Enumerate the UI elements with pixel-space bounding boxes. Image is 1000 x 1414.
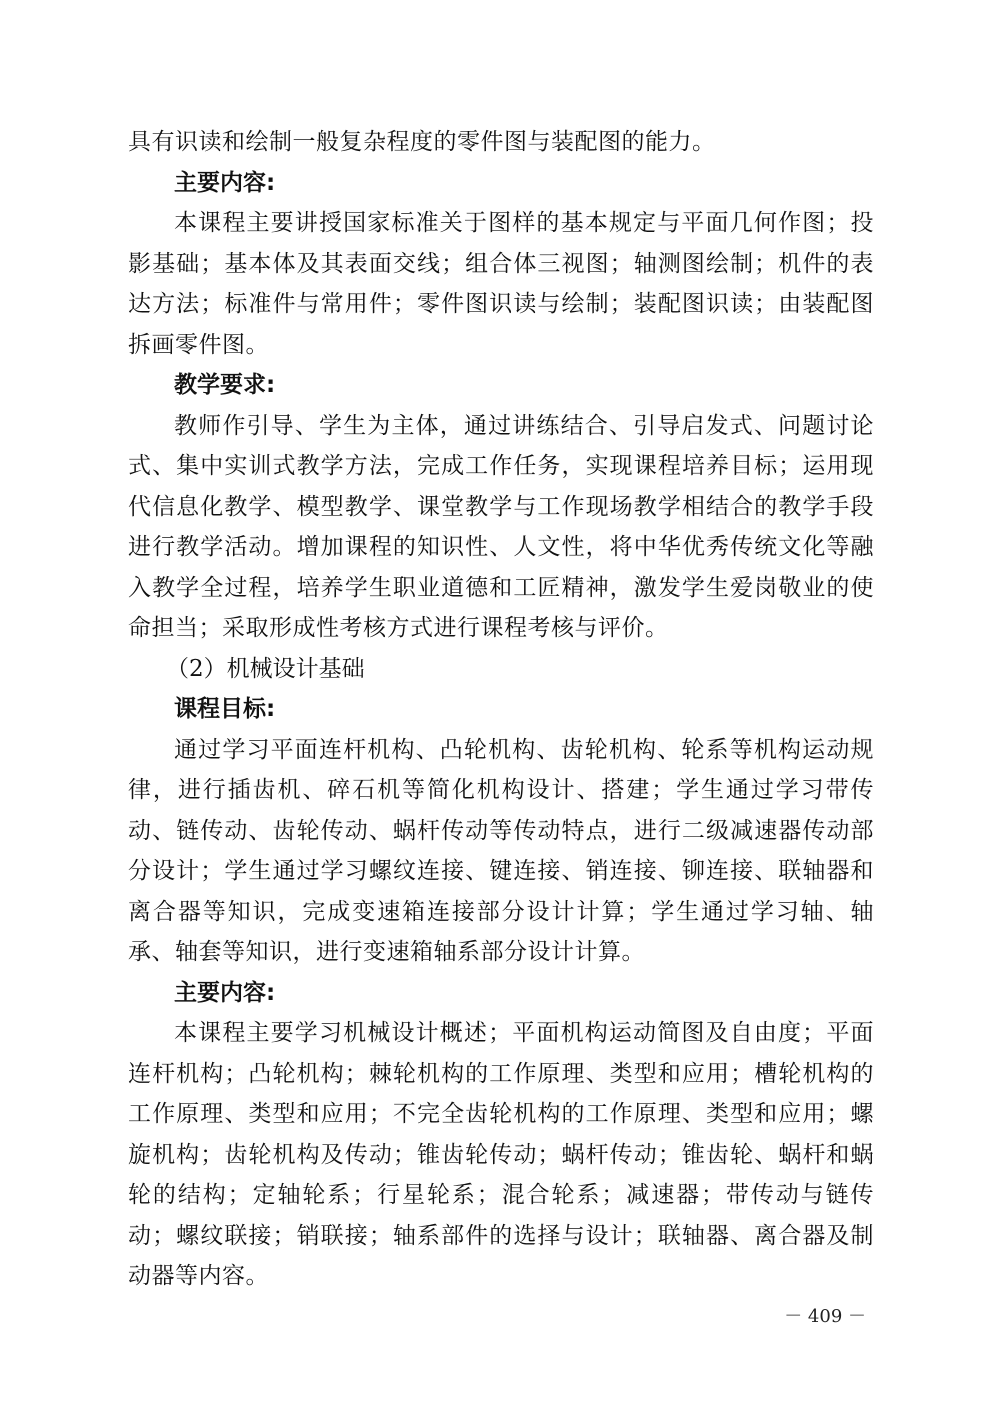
teaching-requirements-heading: 教学要求: [174, 372, 276, 398]
main-content-heading: 主要内容: [174, 169, 276, 196]
course-goals-text: 通过学习平面连杆机构、凸轮机构、齿轮机构、轮系等机构运动规律，进行插齿机、碎石机等简化机构设计、搭建；学生通过学习带传动、链传动、齿轮传动、蜗杆传动等传动特点，进行二级减速器传动部分设计；学生通过学习螺纹连接、键连接、销连接、铆连接、联轴器和离合器等知识，完成变速箱连接部分设计计算；学生通过学习轴、轴承、轴套等知识，进行变速箱轴系部分设计计算。 [128, 736, 874, 965]
main-content-text: 本课程主要讲授国家标准关于图样的基本规定与平面几何作图；投影基础；基本体及其表面交线；组合体三视图；轴测图绘制；机件的表达方法；标准件与常用件；零件图识读与绘制；装配图识读；由装配图拆画零件图。 [128, 210, 874, 358]
main-content-text-2: 本课程主要学习机械设计概述；平面机构运动简图及自由度；平面连杆机构；凸轮机构；棘轮机构的工作原理、类型和应用；槽轮机构的工作原理、类型和应用；不完全齿轮机构的工作原理、类型和应用；螺旋机构；齿轮机构及传动；锥齿轮传动；蜗杆传动；锥齿轮、蜗杆和蜗轮的结构；定轴轮系；行星轮系；混合轮系；减速器；带传动与链传动；螺纹联接；销联接；轴系部件的选择与设计；联轴器、离合器及制动器等内容。 [128, 1020, 874, 1289]
main-content-heading-2: 主要内容: [174, 979, 276, 1006]
page-number: － 409 － [784, 1306, 866, 1327]
document-body [128, 122, 874, 1297]
intro-paragraph: 具有识读和绘制一般复杂程度的零件图与装配图的能力。 [128, 129, 716, 155]
section-title-mechanical-design: （2）机械设计基础 [166, 655, 365, 682]
course-goals-heading: 课程目标: [174, 696, 276, 722]
teaching-requirements-text: 教师作引导、学生为主体，通过讲练结合、引导启发式、问题讨论式、集中实训式教学方法，完成工作任务，实现课程培养目标；运用现代信息化教学、模型教学、课堂教学与工作现场教学相结合的教学手段进行教学活动。增加课程的知识性、人文性，将中华优秀传统文化等融入教学全过程，培养学生职业道德和工匠精神，激发学生爱岗敬业的使命担当；采取形成性考核方式进行课程考核与评价。 [128, 412, 874, 641]
